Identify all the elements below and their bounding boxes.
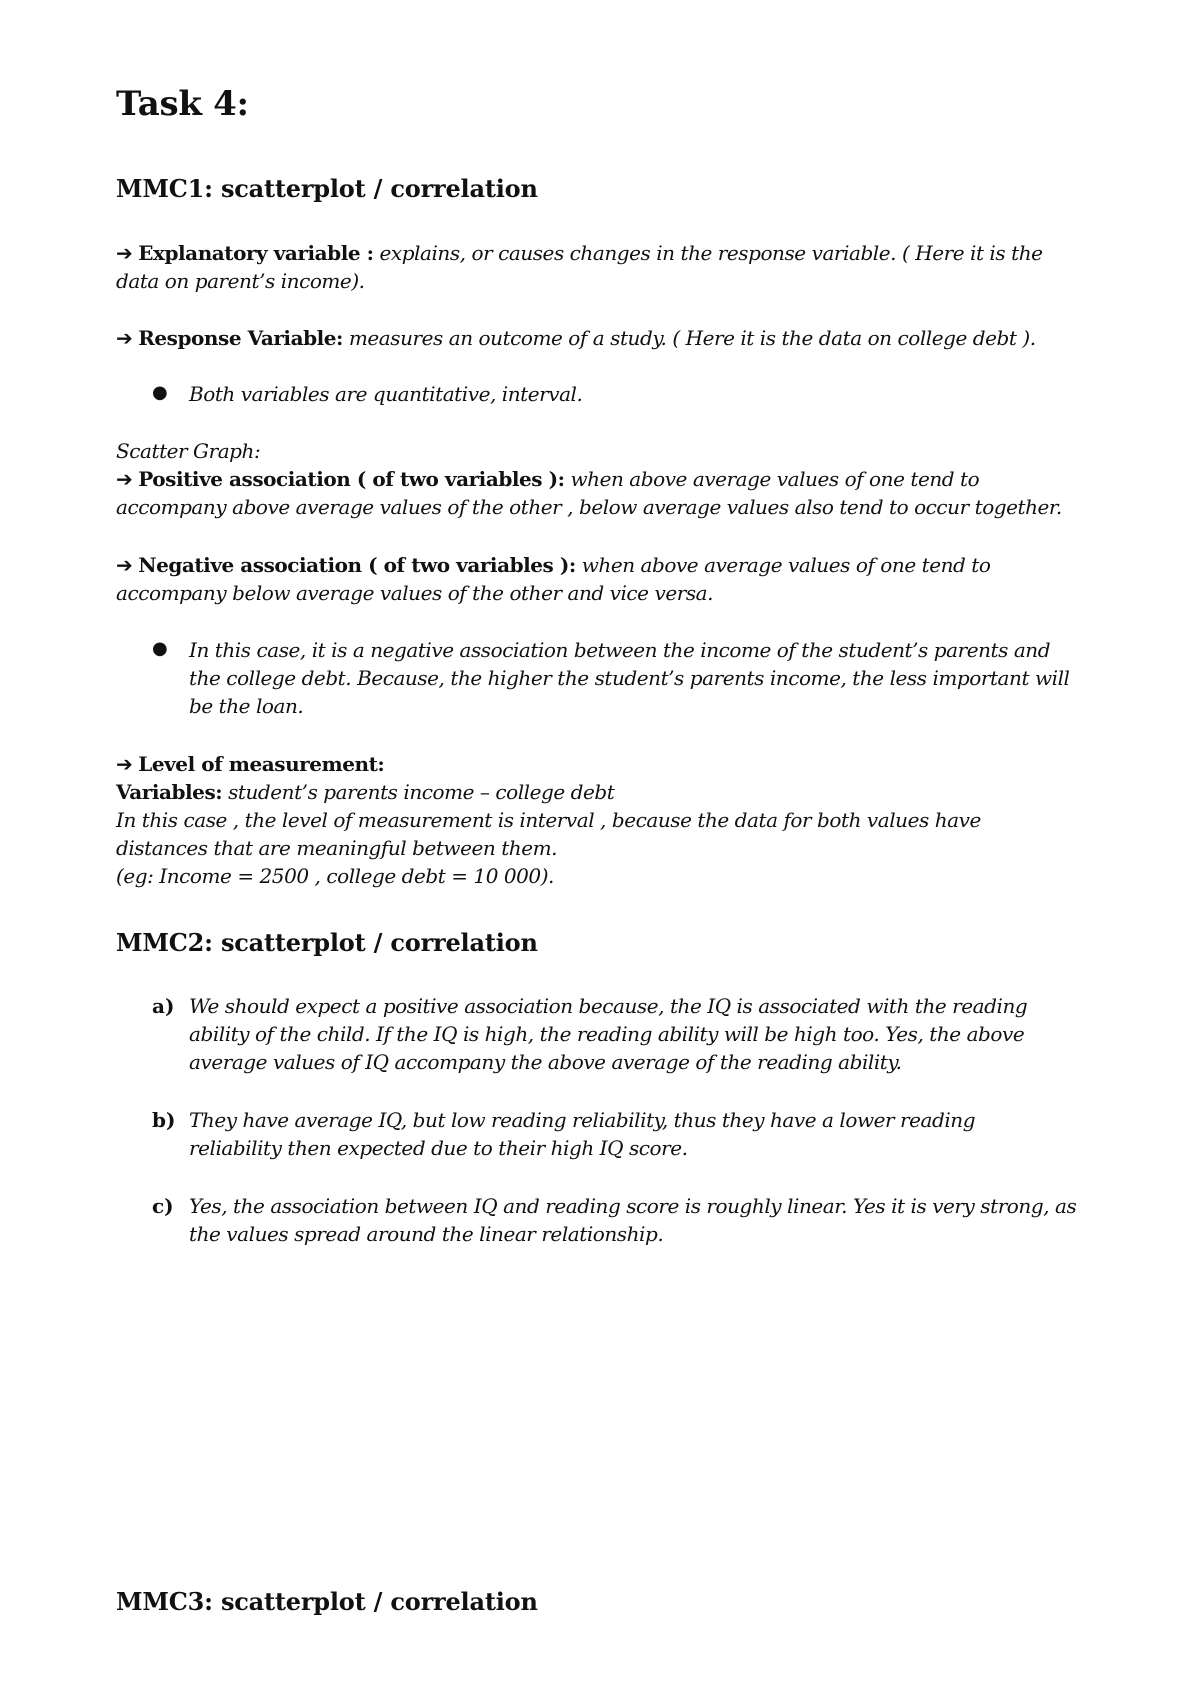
negative-text: when above average values of one tend to	[575, 553, 991, 577]
item-a-marker: a)	[152, 994, 175, 1018]
bullet-negative-case-line1: In this case, it is a negative association between the income of the student’s parents and	[189, 638, 1051, 662]
item-c-line2: the values spread around the linear relationship.	[189, 1222, 664, 1246]
mmc3-heading: MMC3: scatterplot / correlation	[116, 1587, 538, 1616]
scatter-graph-label: Scatter Graph:	[116, 439, 261, 463]
arrow-right-icon: ➔	[116, 553, 133, 577]
item-b-marker: b)	[152, 1108, 176, 1132]
positive-association-line2: accompany above average values of the other , below average values also tend to occur together.	[116, 495, 1062, 519]
response-text: measures an outcome of a study. ( Here it is the data on college debt ).	[342, 326, 1036, 350]
arrow-right-icon: ➔	[116, 241, 133, 265]
positive-label: Positive association ( of two variables ):	[138, 467, 565, 491]
level-explanation-line1: In this case , the level of measurement is interval , because the data for both values have	[116, 808, 981, 832]
explanatory-label: Explanatory variable :	[138, 241, 374, 265]
mmc2-heading: MMC2: scatterplot / correlation	[116, 928, 538, 957]
negative-association-line2: accompany below average values of the other and vice versa.	[116, 581, 714, 605]
bullet-icon: ●	[152, 638, 168, 659]
level-label: Level of measurement:	[138, 752, 385, 776]
positive-association-line1	[116, 465, 979, 493]
response-label: Response Variable:	[138, 326, 343, 350]
variables-line	[116, 778, 614, 806]
variables-label: Variables:	[116, 780, 223, 804]
arrow-right-icon: ➔	[116, 326, 133, 350]
item-a-line2: ability of the child. If the IQ is high, the reading ability will be high too. Yes, the above	[189, 1022, 1025, 1046]
item-a-line3: average values of IQ accompany the above average of the reading ability.	[189, 1050, 902, 1074]
level-explanation-line3: (eg: Income = 2500 , college debt = 10 000).	[116, 864, 554, 888]
mmc1-heading: MMC1: scatterplot / correlation	[116, 174, 538, 203]
page-title: Task 4:	[116, 84, 249, 124]
bullet-negative-case-line2: the college debt. Because, the higher the student’s parents income, the less important will	[189, 666, 1070, 690]
arrow-right-icon: ➔	[116, 752, 133, 776]
negative-label: Negative association ( of two variables ):	[138, 553, 576, 577]
explanatory-variable-line2: data on parent’s income).	[116, 269, 365, 293]
bullet-negative-case-line3: be the loan.	[189, 694, 304, 718]
item-c-line1: Yes, the association between IQ and reading score is roughly linear. Yes it is very strong, as	[189, 1194, 1077, 1218]
explanatory-variable-line1	[116, 239, 1043, 267]
arrow-right-icon: ➔	[116, 467, 133, 491]
item-a-line1: We should expect a positive association because, the IQ is associated with the reading	[189, 994, 1028, 1018]
item-b-line1: They have average IQ, but low reading reliability, thus they have a lower reading	[189, 1108, 976, 1132]
level-explanation-line2: distances that are meaningful between them.	[116, 836, 558, 860]
item-b-line2: reliability then expected due to their high IQ score.	[189, 1136, 688, 1160]
level-of-measurement-heading	[116, 750, 384, 778]
variables-text: student’s parents income – college debt	[222, 780, 615, 804]
bullet-both-variables: Both variables are quantitative, interval.	[189, 382, 583, 406]
explanatory-text: explains, or causes changes in the response variable. ( Here it is the	[373, 241, 1043, 265]
positive-text: when above average values of one tend to	[564, 467, 980, 491]
negative-association-line1	[116, 551, 990, 579]
response-variable-line	[116, 324, 1036, 352]
bullet-icon: ●	[152, 382, 168, 403]
item-c-marker: c)	[152, 1194, 174, 1218]
